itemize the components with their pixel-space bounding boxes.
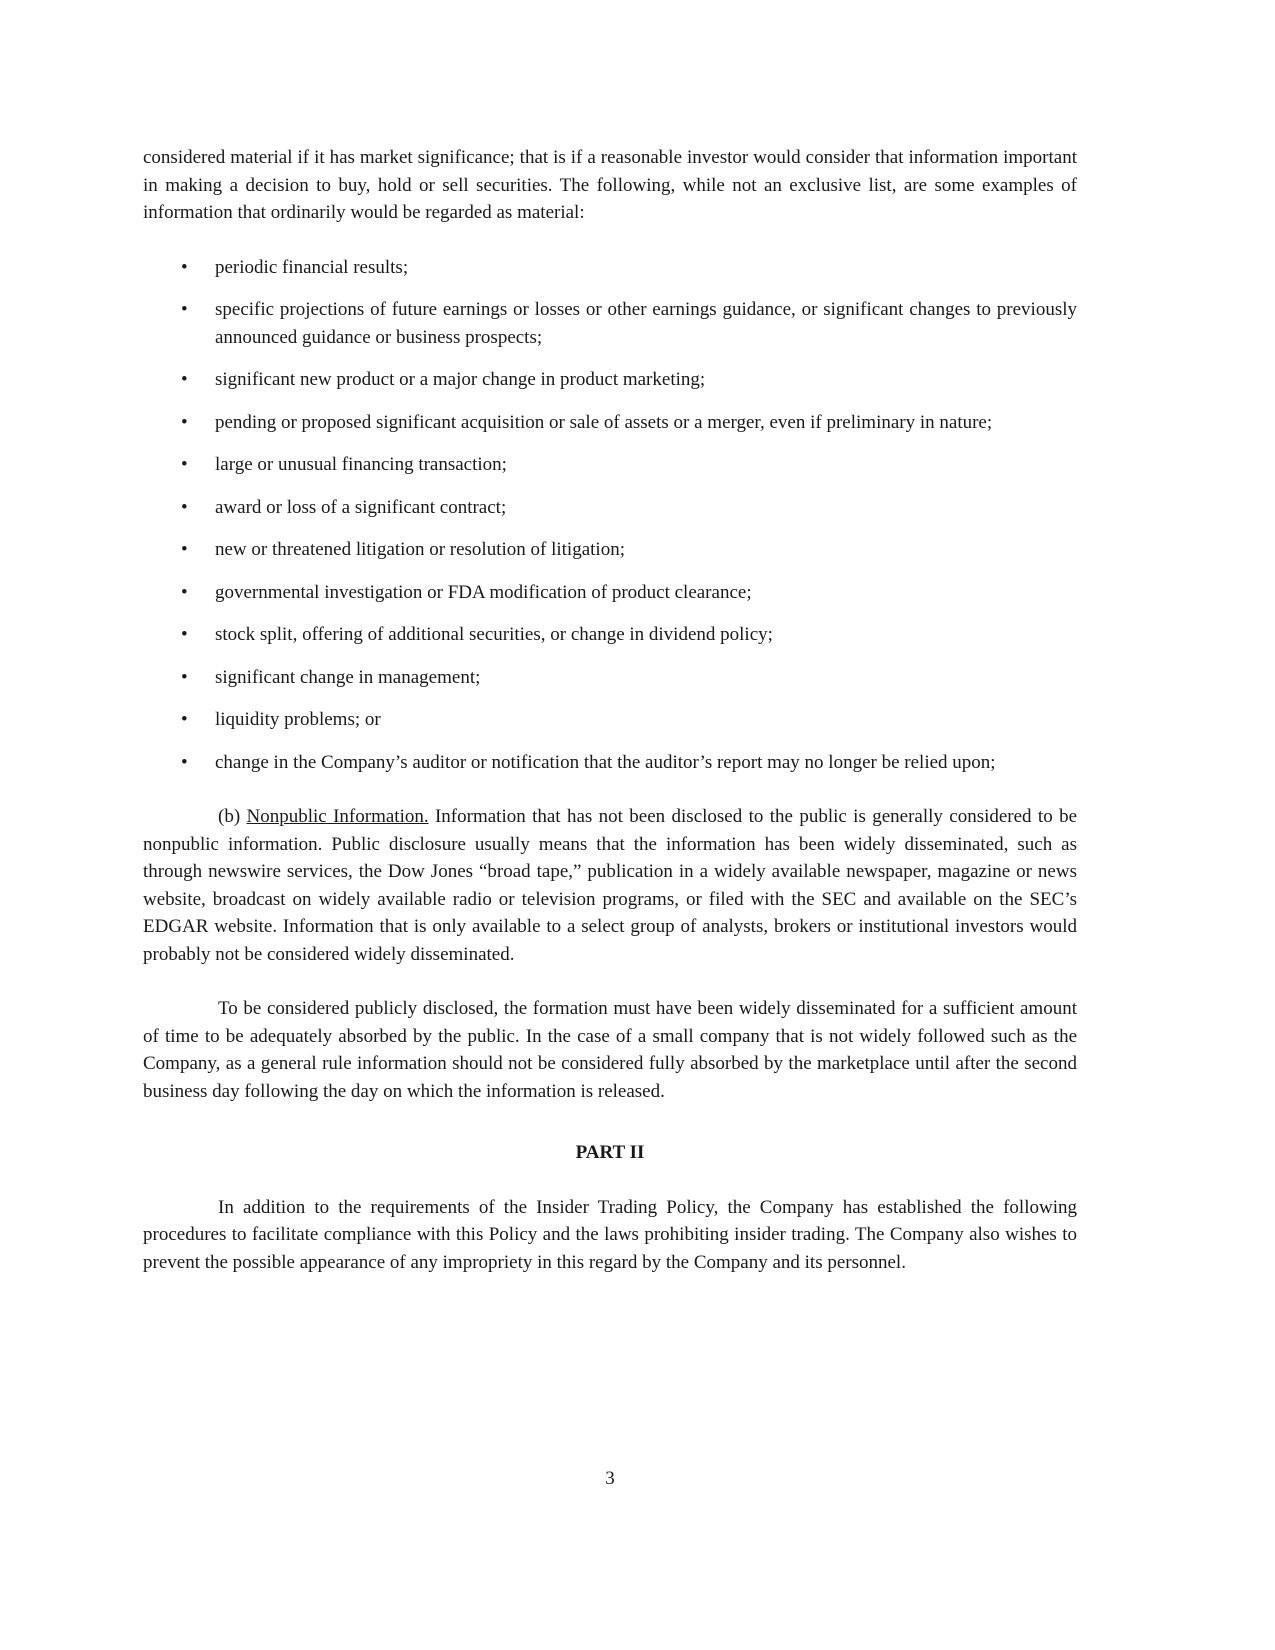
list-item: • governmental investigation or FDA modification of product clearance; — [143, 579, 1077, 607]
part-ii-heading: PART II — [575, 1142, 645, 1163]
list-item: • large or unusual financing transaction; — [143, 451, 1077, 479]
page-number: 3 — [605, 1467, 615, 1489]
list-item: • significant change in management; — [143, 664, 1077, 692]
part-ii-paragraph: In addition to the requirements of the Insider Trading Policy, the Company has established the following procedures to facilitate compliance with this Policy and the laws prohibiting insider trading. The Company also wishes to prevent the possible appearance of any impropriety in this regard by the Company and its personnel. — [143, 1196, 1077, 1273]
list-item: • new or threatened litigation or resolution of litigation; — [143, 536, 1077, 564]
list-item: • periodic financial results; — [143, 254, 1077, 282]
list-item: • change in the Company’s auditor or notification that the auditor’s report may no longer be relied upon; — [143, 749, 1077, 777]
list-item: • pending or proposed significant acquisition or sale of assets or a merger, even if preliminary in nature; — [143, 409, 1077, 437]
public-disclosure-paragraph: To be considered publicly disclosed, the formation must have been widely disseminated for a sufficient amount of time to be adequately absorbed by the public. In the case of a small company that is not widely followed such as the Company, as a general rule information should not be considered fully absorbed by the marketplace until after the second business day following the day on which the information is released. — [143, 998, 1077, 1102]
section-b-body: Information that has not been disclosed to the public is generally considered to be nonpublic information. Public disclosure usually means that the information has been widely disseminated, such as through newswire services, the Dow Jones “broad tape,” publication in a widely available newspaper, magazine or news website, broadcast on widely available radio or television programs, or filed with the SEC and available on the SEC’s EDGAR website. Information that is only available to a select group of analysts, brokers or institutional investors would probably not be considered widely disseminated. — [143, 806, 1077, 965]
section-b-prefix: (b) — [218, 806, 247, 827]
intro-paragraph: considered material if it has market significance; that is if a reasonable investor would consider that information important in making a decision to buy, hold or sell securities. The following, while not an exclusive list, are some examples of information that ordinarily would be regarded as material: — [143, 147, 1077, 223]
material-information-list — [143, 254, 1077, 777]
list-item: • significant new product or a major change in product marketing; — [143, 366, 1077, 394]
list-item: • award or loss of a significant contract; — [143, 494, 1077, 522]
list-item: • liquidity problems; or — [143, 706, 1077, 734]
list-item: • stock split, offering of additional securities, or change in dividend policy; — [143, 621, 1077, 649]
nonpublic-information-paragraph — [143, 803, 1077, 968]
list-item: • specific projections of future earnings or losses or other earnings guidance, or significant changes to previously announced guidance or business prospects; — [143, 296, 1077, 351]
section-b-heading: Nonpublic Information. — [246, 806, 429, 827]
